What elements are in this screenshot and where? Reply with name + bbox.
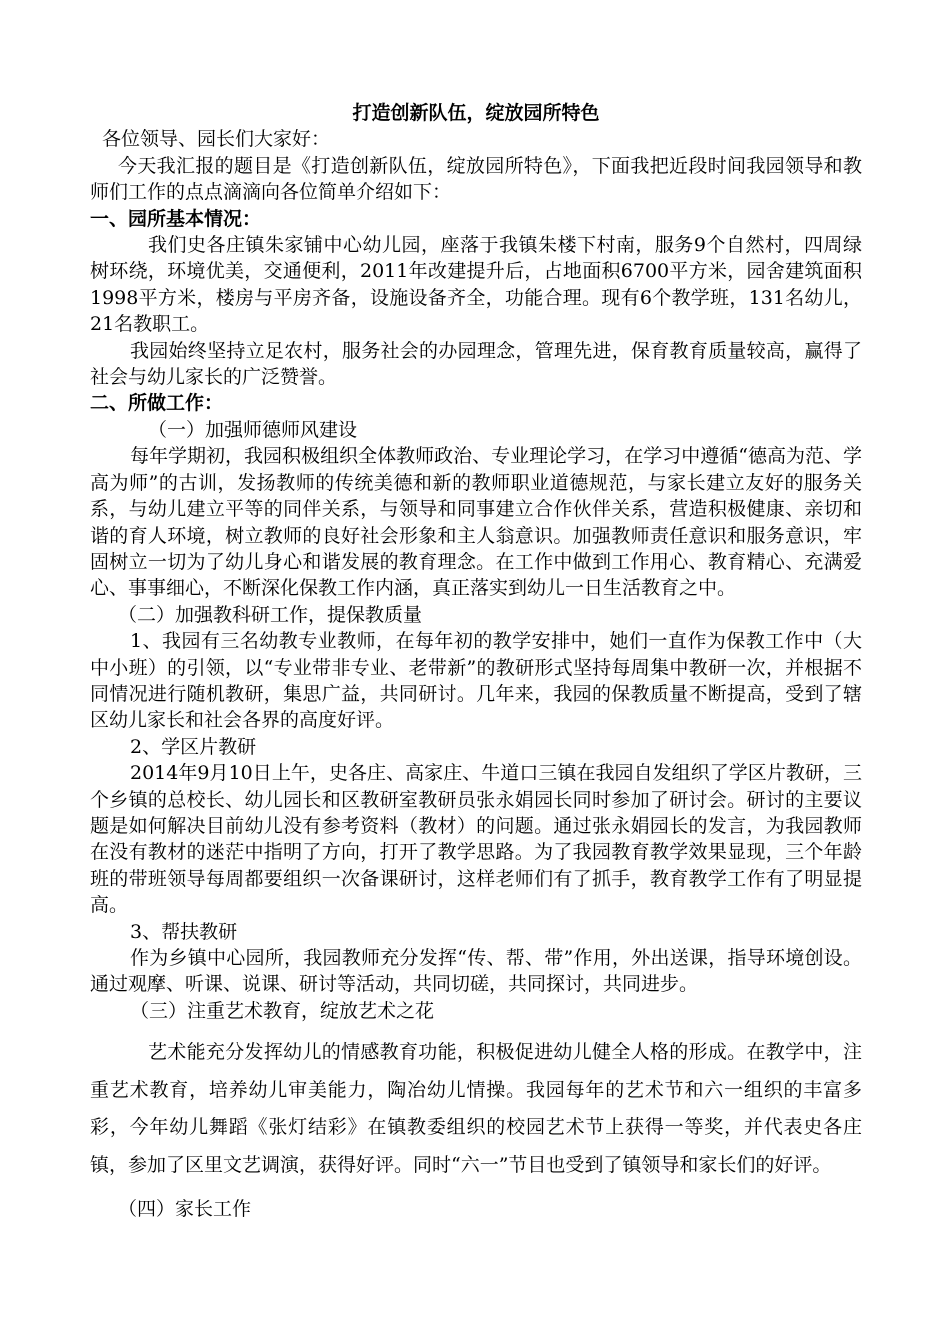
sub2-item3-heading: 3、帮扶教研 bbox=[130, 920, 238, 943]
sub3-heading: （三）注重艺术教育，绽放艺术之花 bbox=[130, 999, 435, 1022]
sub2-heading: （二）加强教科研工作，提保教质量 bbox=[118, 603, 423, 626]
sub2-item2-paragraph: 2014年9月10日上午，史各庄、高家庄、牛道口三镇在我园自发组织了学区片教研，三个乡镇的总校长、幼儿园长和区教研室教研员张永娟园长同时参加了研讨会。研讨的主要议题是如何解决目前幼儿没有参考资料（教材）的问题。通过张永娟园长的发言，为我园教师在没有教材的迷茫中指明了方向，打开了教学思路。为了我园教育教学效果显现，三个年龄班的带班领导每周都要组织一次备课研讨，这样老师们有了抓手，教育教学工作有了明显提高。 bbox=[90, 762, 862, 917]
sub2-item2-heading: 2、学区片教研 bbox=[130, 735, 257, 758]
section1-paragraph-1: 我们史各庄镇朱家铺中心幼儿园，座落于我镇朱楼下村南，服务9个自然村，四周绿树环绕，环境优美，交通便利，2011年改建提升后，占地面积6700平方米，园舍建筑面积1998平方米，楼房与平房齐备，设施设备齐全，功能合理。现有6个教学班，131名幼儿，21名教职工。 bbox=[90, 234, 862, 336]
spacer bbox=[90, 1024, 862, 1034]
section1-heading: 一、园所基本情况： bbox=[90, 207, 262, 230]
sub2-item1: 1、我园有三名幼教专业教师，在每年初的教学安排中，她们一直作为保教工作中（大中小班）的引领，以“专业带非专业、老带新”的教研形式坚持每周集中教研一次，并根据不同情况进行随机教研，集思广益，共同研讨。几年来，我园的保教质量不断提高，受到了辖区幼儿家长和社会各界的高度好评。 bbox=[90, 630, 862, 732]
sub1-paragraph: 每年学期初，我园积极组织全体教师政治、专业理论学习，在学习中遵循“德高为范、学高为师”的古训，发扬教师的传统美德和新的教师职业道德规范，与家长建立友好的服务关系，与幼儿建立平等的同伴关系，与领导和同事建立合作伙伴关系，营造积极健康、亲切和谐的育人环境，树立教师的良好社会形象和主人翁意识。加强教师责任意识和服务意识，牢固树立一切为了幼儿身心和谐发展的教育理念。在工作中做到工作用心、教育精心、充满爱心、事事细心，不断深化保教工作内涵，真正落实到幼儿一日生活教育之中。 bbox=[90, 445, 862, 600]
document-title: 打造创新队伍，绽放园所特色 bbox=[352, 102, 600, 124]
section1-paragraph-2: 我园始终坚持立足农村，服务社会的办园理念，管理先进，保育教育质量较高，赢得了社会与幼儿家长的广泛赞誉。 bbox=[90, 339, 862, 389]
document-body bbox=[90, 100, 862, 1223]
sub2-item3-paragraph: 作为乡镇中心园所，我园教师充分发挥“传、帮、带”作用，外出送课，指导环境创设。通过观摩、听课、说课、研讨等活动，共同切磋，共同探讨，共同进步。 bbox=[90, 947, 862, 996]
intro-paragraph: 今天我汇报的题目是《打造创新队伍，绽放园所特色》，下面我把近段时间我园领导和教师们工作的点点滴滴向各位简单介绍如下： bbox=[90, 154, 862, 204]
sub1-heading: （一）加强师德师风建设 bbox=[148, 418, 358, 441]
sub4-heading: （四）家长工作 bbox=[118, 1198, 252, 1221]
sub3-paragraph: 艺术能充分发挥幼儿的情感教育功能，积极促进幼儿健全人格的形成。在教学中，注重艺术教育，培养幼儿审美能力，陶冶幼儿情操。我园每年的艺术节和六一组织的丰富多彩，今年幼儿舞蹈《张灯结彩》在镇教委组织的校园艺术节上获得一等奖，并代表史各庄镇，参加了区里文艺调演，获得好评。同时“六一”节目也受到了镇领导和家长们的好评。 bbox=[90, 1041, 862, 1176]
greeting: 各位领导、园长们大家好： bbox=[102, 128, 331, 151]
section2-heading: 二、所做工作： bbox=[90, 392, 224, 415]
spacer bbox=[90, 1184, 862, 1196]
